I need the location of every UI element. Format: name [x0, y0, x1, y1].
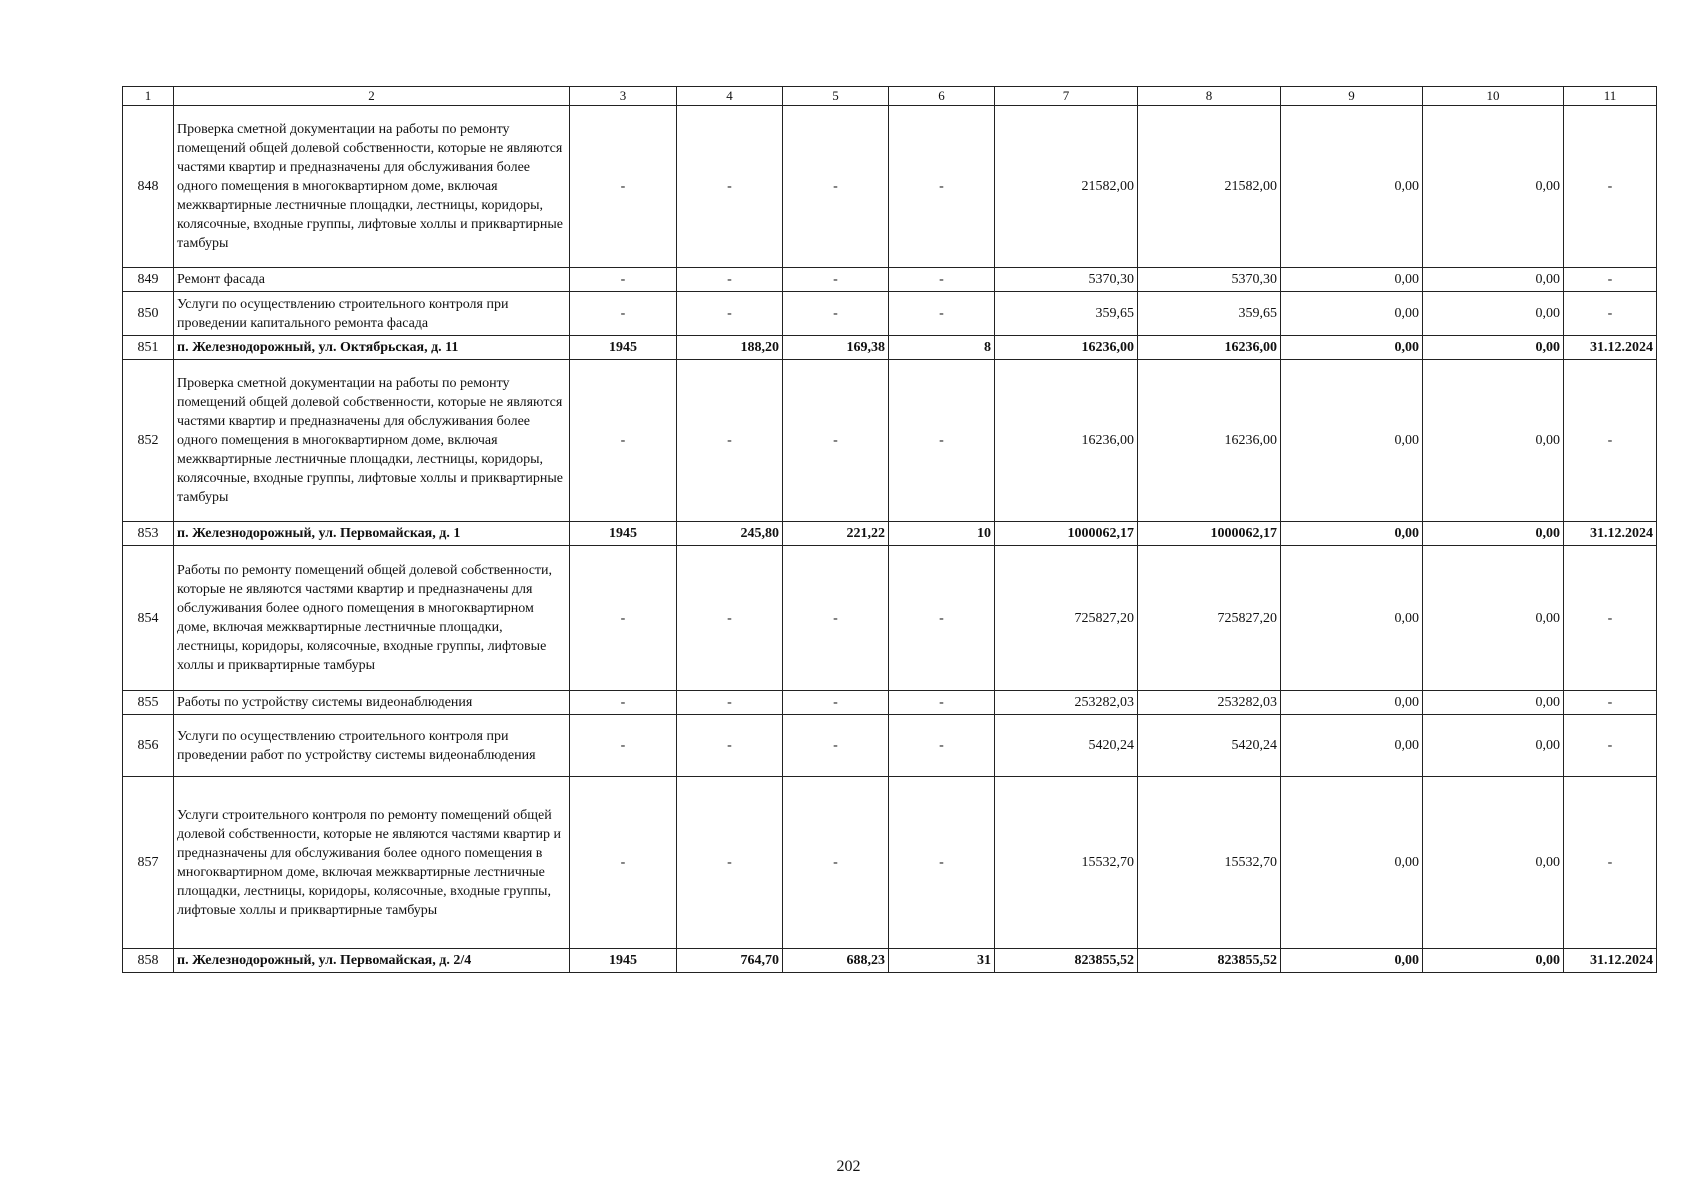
cell-col8: 15532,70: [1138, 777, 1281, 949]
row-number: 855: [123, 691, 174, 715]
cell-col9: 0,00: [1281, 691, 1423, 715]
cell-col6: 8: [889, 336, 995, 360]
cell-col9: 0,00: [1281, 777, 1423, 949]
cell-col5: 688,23: [783, 949, 889, 973]
cell-col5: 169,38: [783, 336, 889, 360]
table-row: [123, 360, 1657, 522]
cell-col3: 1945: [570, 336, 677, 360]
cell-col5: -: [783, 715, 889, 777]
cell-col5: -: [783, 691, 889, 715]
cell-col10: 0,00: [1423, 106, 1564, 268]
header-cell: 9: [1281, 87, 1423, 106]
header-cell: 6: [889, 87, 995, 106]
cell-col11: -: [1564, 777, 1657, 949]
cell-col10: 0,00: [1423, 268, 1564, 292]
cell-col3: -: [570, 777, 677, 949]
row-number: 852: [123, 360, 174, 522]
cell-col9: 0,00: [1281, 715, 1423, 777]
row-number: 857: [123, 777, 174, 949]
cell-col9: 0,00: [1281, 336, 1423, 360]
cell-col4: 245,80: [677, 522, 783, 546]
cell-col7: 15532,70: [995, 777, 1138, 949]
row-number: 858: [123, 949, 174, 973]
row-number: 849: [123, 268, 174, 292]
cell-col11: -: [1564, 360, 1657, 522]
header-cell: 1: [123, 87, 174, 106]
cell-col7: 5420,24: [995, 715, 1138, 777]
cell-col3: 1945: [570, 522, 677, 546]
header-cell: 2: [174, 87, 570, 106]
cell-col3: -: [570, 691, 677, 715]
cell-col4: 188,20: [677, 336, 783, 360]
cell-col11: -: [1564, 715, 1657, 777]
cell-col11: 31.12.2024: [1564, 522, 1657, 546]
cell-col9: 0,00: [1281, 292, 1423, 336]
header-cell: 8: [1138, 87, 1281, 106]
cell-col6: -: [889, 715, 995, 777]
cell-col5: -: [783, 292, 889, 336]
cell-col11: -: [1564, 691, 1657, 715]
cell-col5: -: [783, 777, 889, 949]
header-cell: 10: [1423, 87, 1564, 106]
work-description: Услуги по осуществлению строительного контроля при проведении капитального ремонта фасада: [174, 292, 570, 336]
cell-col4: -: [677, 777, 783, 949]
cell-col8: 1000062,17: [1138, 522, 1281, 546]
cell-col8: 16236,00: [1138, 336, 1281, 360]
cell-col8: 5370,30: [1138, 268, 1281, 292]
cell-col6: -: [889, 268, 995, 292]
cell-col5: 221,22: [783, 522, 889, 546]
cell-col11: 31.12.2024: [1564, 949, 1657, 973]
cell-col6: 31: [889, 949, 995, 973]
page-number: 202: [836, 1158, 861, 1175]
cell-col5: -: [783, 268, 889, 292]
work-description: Услуги по осуществлению строительного контроля при проведении работ по устройству системы видеонаблюдения: [174, 715, 570, 777]
cell-col4: -: [677, 691, 783, 715]
cell-col3: 1945: [570, 949, 677, 973]
cell-col7: 725827,20: [995, 546, 1138, 691]
row-number: 854: [123, 546, 174, 691]
cell-col11: -: [1564, 292, 1657, 336]
cell-col10: 0,00: [1423, 949, 1564, 973]
data-table: [122, 86, 1657, 973]
header-row: [123, 87, 1657, 106]
cell-col6: 10: [889, 522, 995, 546]
cell-col3: -: [570, 546, 677, 691]
table-row: [123, 546, 1657, 691]
table-row: [123, 106, 1657, 268]
cell-col7: 253282,03: [995, 691, 1138, 715]
cell-col7: 823855,52: [995, 949, 1138, 973]
cell-col7: 16236,00: [995, 360, 1138, 522]
cell-col4: -: [677, 546, 783, 691]
work-description: Проверка сметной документации на работы по ремонту помещений общей долевой собственности, которые не являются частями квартир и предназначены для обслуживания более одного помещения в многоквартирном доме, включая межквартирные лестничные площадки, лестницы, коридоры, колясочные, входные группы, лифтовые холлы и приквартирные тамбуры: [174, 106, 570, 268]
table-row: [123, 691, 1657, 715]
cell-col4: -: [677, 268, 783, 292]
cell-col6: -: [889, 292, 995, 336]
cell-col8: 253282,03: [1138, 691, 1281, 715]
cell-col9: 0,00: [1281, 522, 1423, 546]
work-description: Проверка сметной документации на работы по ремонту помещений общей долевой собственности, которые не являются частями квартир и предназначены для обслуживания более одного помещения в многоквартирном доме, включая межквартирные лестничные площадки, лестницы, коридоры, колясочные, входные группы, лифтовые холлы и приквартирные тамбуры: [174, 360, 570, 522]
cell-col10: 0,00: [1423, 522, 1564, 546]
address: п. Железнодорожный, ул. Октябрьская, д. 11: [174, 336, 570, 360]
cell-col4: -: [677, 106, 783, 268]
cell-col11: -: [1564, 546, 1657, 691]
cell-col7: 359,65: [995, 292, 1138, 336]
cell-col10: 0,00: [1423, 691, 1564, 715]
cell-col7: 5370,30: [995, 268, 1138, 292]
row-number: 853: [123, 522, 174, 546]
cell-col8: 823855,52: [1138, 949, 1281, 973]
cell-col3: -: [570, 106, 677, 268]
cell-col7: 21582,00: [995, 106, 1138, 268]
work-description: Работы по ремонту помещений общей долевой собственности, которые не являются частями квартир и предназначены для обслуживания более одного помещения в многоквартирном доме, включая межквартирные лестничные площадки, лестницы, коридоры, колясочные, входные группы, лифтовые холлы и приквартирные тамбуры: [174, 546, 570, 691]
address: п. Железнодорожный, ул. Первомайская, д. 1: [174, 522, 570, 546]
cell-col9: 0,00: [1281, 106, 1423, 268]
header-cell: 3: [570, 87, 677, 106]
header-cell: 11: [1564, 87, 1657, 106]
table-row: [123, 715, 1657, 777]
cell-col5: -: [783, 106, 889, 268]
cell-col3: -: [570, 292, 677, 336]
cell-col5: -: [783, 360, 889, 522]
cell-col10: 0,00: [1423, 546, 1564, 691]
cell-col7: 16236,00: [995, 336, 1138, 360]
cell-col10: 0,00: [1423, 336, 1564, 360]
cell-col9: 0,00: [1281, 546, 1423, 691]
cell-col11: -: [1564, 268, 1657, 292]
table-row: [123, 292, 1657, 336]
cell-col4: -: [677, 715, 783, 777]
row-number: 848: [123, 106, 174, 268]
cell-col5: -: [783, 546, 889, 691]
cell-col6: -: [889, 546, 995, 691]
header-cell: 4: [677, 87, 783, 106]
cell-col3: -: [570, 360, 677, 522]
cell-col8: 359,65: [1138, 292, 1281, 336]
address: п. Железнодорожный, ул. Первомайская, д. 2/4: [174, 949, 570, 973]
cell-col6: -: [889, 106, 995, 268]
cell-col6: -: [889, 691, 995, 715]
cell-col6: -: [889, 360, 995, 522]
cell-col7: 1000062,17: [995, 522, 1138, 546]
work-description: Работы по устройству системы видеонаблюдения: [174, 691, 570, 715]
cell-col4: 764,70: [677, 949, 783, 973]
cell-col8: 5420,24: [1138, 715, 1281, 777]
cell-col9: 0,00: [1281, 949, 1423, 973]
table-row-address: [123, 522, 1657, 546]
header-cell: 7: [995, 87, 1138, 106]
row-number: 856: [123, 715, 174, 777]
cell-col3: -: [570, 268, 677, 292]
table-row-address: [123, 336, 1657, 360]
cell-col11: 31.12.2024: [1564, 336, 1657, 360]
work-description: Ремонт фасада: [174, 268, 570, 292]
table-row-address: [123, 949, 1657, 973]
header-cell: 5: [783, 87, 889, 106]
cell-col11: -: [1564, 106, 1657, 268]
row-number: 851: [123, 336, 174, 360]
cell-col10: 0,00: [1423, 777, 1564, 949]
cell-col3: -: [570, 715, 677, 777]
cell-col10: 0,00: [1423, 292, 1564, 336]
cell-col10: 0,00: [1423, 360, 1564, 522]
cell-col4: -: [677, 360, 783, 522]
work-description: Услуги строительного контроля по ремонту помещений общей долевой собственности, которые не являются частями квартир и предназначены для обслуживания более одного помещения в многоквартирном доме, включая межквартирные лестничные площадки, лестницы, коридоры, колясочные, входные группы, лифтовые холлы и приквартирные тамбуры: [174, 777, 570, 949]
cell-col6: -: [889, 777, 995, 949]
cell-col8: 16236,00: [1138, 360, 1281, 522]
cell-col9: 0,00: [1281, 360, 1423, 522]
cell-col9: 0,00: [1281, 268, 1423, 292]
cell-col4: -: [677, 292, 783, 336]
table-row: [123, 268, 1657, 292]
row-number: 850: [123, 292, 174, 336]
cell-col8: 21582,00: [1138, 106, 1281, 268]
table-row: [123, 777, 1657, 949]
cell-col8: 725827,20: [1138, 546, 1281, 691]
cell-col10: 0,00: [1423, 715, 1564, 777]
